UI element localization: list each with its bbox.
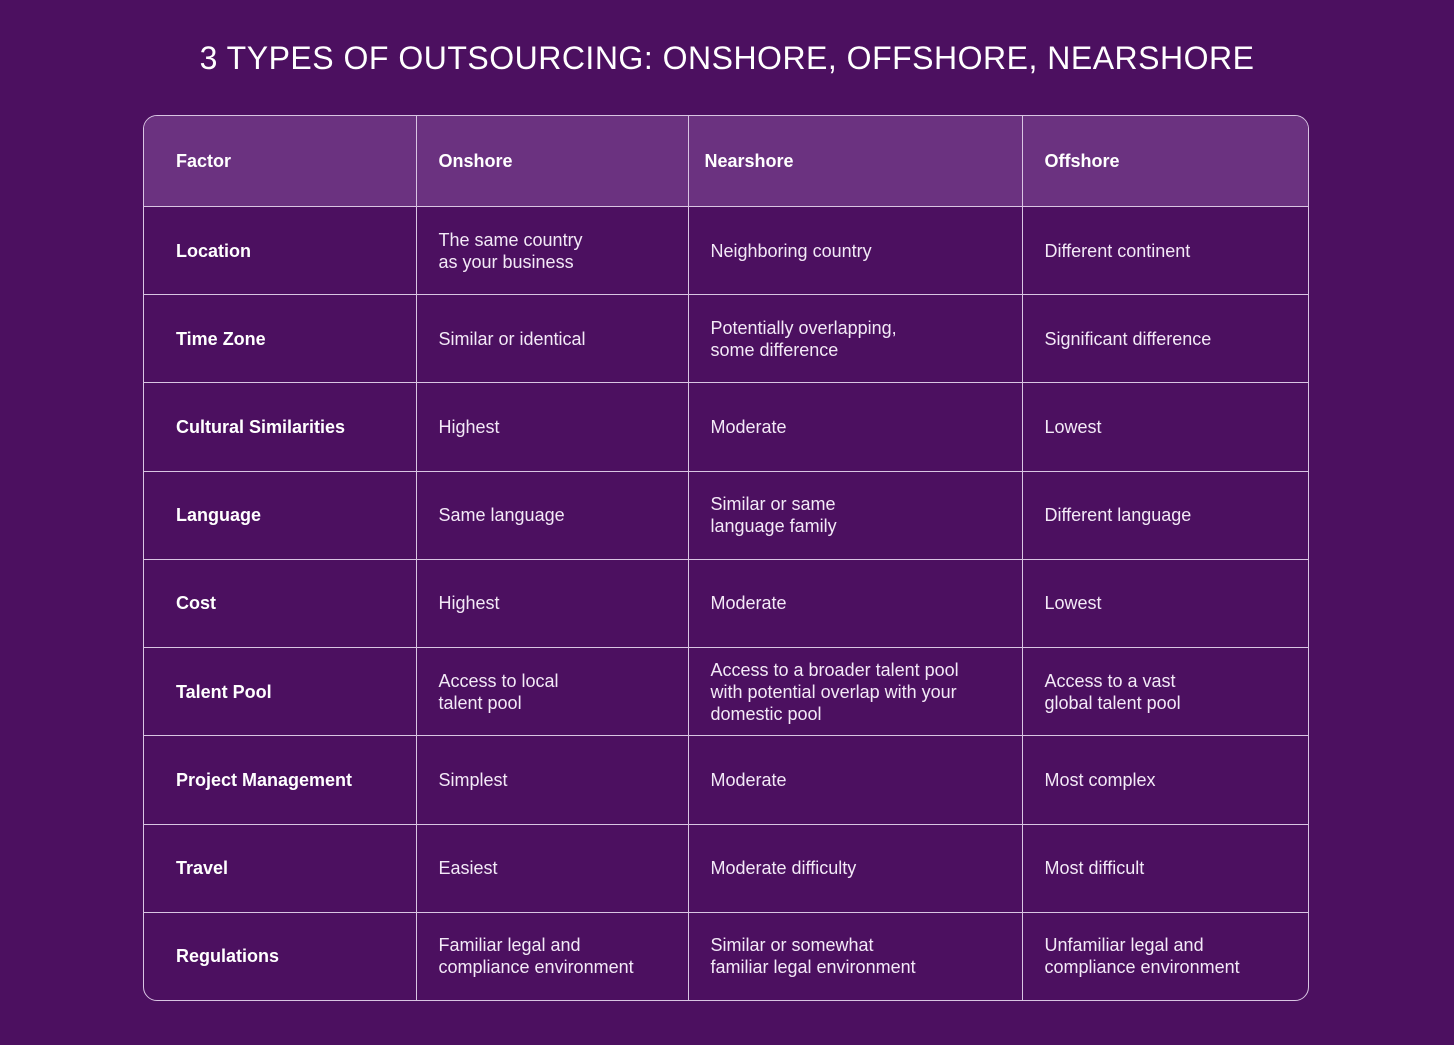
offshore-cell: Different language	[1022, 471, 1309, 559]
factor-cell: Travel	[144, 824, 416, 912]
onshore-cell: Similar or identical	[416, 295, 688, 383]
table-row	[144, 736, 1309, 824]
offshore-cell: Most difficult	[1022, 824, 1309, 912]
table-row	[144, 912, 1309, 1000]
nearshore-cell: Moderate	[688, 736, 1022, 824]
factor-cell: Cultural Similarities	[144, 383, 416, 471]
offshore-cell: Different continent	[1022, 207, 1309, 295]
nearshore-cell: Potentially overlapping, some difference	[688, 295, 1022, 383]
onshore-cell: Simplest	[416, 736, 688, 824]
onshore-cell: Familiar legal and compliance environment	[416, 912, 688, 1000]
table-row	[144, 824, 1309, 912]
factor-cell: Location	[144, 207, 416, 295]
table-row	[144, 471, 1309, 559]
offshore-cell: Lowest	[1022, 383, 1309, 471]
onshore-cell: Same language	[416, 471, 688, 559]
table-header-row	[144, 116, 1309, 207]
header-factor: Factor	[144, 116, 416, 207]
factor-cell: Talent Pool	[144, 648, 416, 736]
factor-cell: Time Zone	[144, 295, 416, 383]
table-row	[144, 559, 1309, 647]
header-nearshore: Nearshore	[688, 116, 1022, 207]
table-row	[144, 648, 1309, 736]
onshore-cell: Highest	[416, 383, 688, 471]
onshore-cell: Access to local talent pool	[416, 648, 688, 736]
header-onshore: Onshore	[416, 116, 688, 207]
header-offshore: Offshore	[1022, 116, 1309, 207]
nearshore-cell: Similar or same language family	[688, 471, 1022, 559]
nearshore-cell: Moderate	[688, 383, 1022, 471]
table-row	[144, 295, 1309, 383]
offshore-cell: Unfamiliar legal and compliance environment	[1044, 935, 1240, 978]
nearshore-cell: Neighboring country	[688, 207, 1022, 295]
offshore-cell: Access to a vast global talent pool	[1022, 648, 1309, 736]
offshore-cell: Most complex	[1022, 736, 1309, 824]
offshore-cell: Significant difference	[1022, 295, 1309, 383]
onshore-cell: Easiest	[416, 824, 688, 912]
factor-cell: Language	[144, 471, 416, 559]
nearshore-cell: Access to a broader talent pool with potential overlap with your domestic pool	[688, 648, 1022, 736]
table-row	[144, 207, 1309, 295]
nearshore-cell: Moderate	[688, 559, 1022, 647]
onshore-cell: Highest	[416, 559, 688, 647]
table-row	[144, 383, 1309, 471]
page-title: 3 TYPES OF OUTSOURCING: ONSHORE, OFFSHORE, NEARSHORE	[199, 40, 1255, 76]
nearshore-cell: Moderate difficulty	[688, 824, 1022, 912]
factor-cell: Regulations	[144, 912, 416, 1000]
factor-cell: Cost	[144, 559, 416, 647]
factor-cell: Project Management	[144, 736, 416, 824]
nearshore-cell: Similar or somewhat familiar legal environment	[688, 912, 1022, 1000]
comparison-table	[143, 115, 1309, 1001]
offshore-cell: Lowest	[1022, 559, 1309, 647]
comparison-grid	[144, 116, 1309, 1000]
onshore-cell: The same country as your business	[416, 207, 688, 295]
